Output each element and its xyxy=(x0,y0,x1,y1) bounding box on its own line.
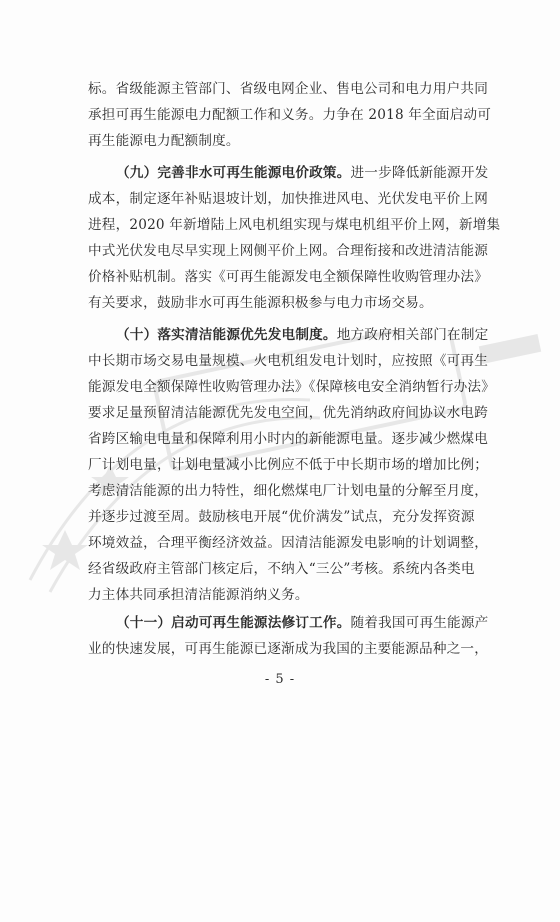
text-line: 再生能源电力配额制度。 xyxy=(88,133,240,149)
text-line: 进程，2020 年新增陆上风电机组实现与煤电机组平价上网，新增集 xyxy=(88,217,501,233)
text-line: 中长期市场交易电量规模、火电机组发电计划时，应按照《可再生 xyxy=(88,353,489,369)
page-number: - 5 - xyxy=(264,672,296,687)
text-line: 经省级政府主管部门核定后，不纳入“三公”考核。系统内各类电 xyxy=(88,561,475,577)
text-line: 环境效益，合理平衡经济效益。因清洁能源发电影响的计划调整， xyxy=(88,535,489,551)
text-line: 厂计划电量，计划电量减小比例应不低于中长期市场的增加比例； xyxy=(88,457,489,473)
text-line: 价格补贴机制。落实《可再生能源发电全额保障性收购管理办法》 xyxy=(88,269,489,285)
paragraph-ten xyxy=(88,322,496,608)
paragraph-continued xyxy=(88,76,492,154)
paragraph-heading: （十一）启动可再生能源法修订工作。 xyxy=(116,615,351,631)
text-line: 力主体共同承担清洁能源消纳义务。 xyxy=(88,587,309,603)
paragraph-first-line xyxy=(88,610,488,636)
paragraph-eleven xyxy=(88,610,488,662)
text-line: 要求足量预留清洁能源优先发电空间，优先消纳政府间协议水电跨 xyxy=(88,405,489,421)
text-line: 有关要求，鼓励非水可再生能源积极参与电力市场交易。 xyxy=(88,295,433,311)
text-line: 中式光伏发电尽早实现上网侧平价上网。合理衔接和改进清洁能源 xyxy=(88,243,489,259)
text-line: 标。省级能源主管部门、省级电网企业、售电公司和电力用户共同 xyxy=(88,81,489,97)
paragraph-heading: （十）落实清洁能源优先发电制度。 xyxy=(116,327,337,343)
text-line: 省跨区输电电量和保障利用小时内的新能源电量。逐步减少燃煤电 xyxy=(88,431,489,447)
paragraph-first-line xyxy=(88,160,488,186)
text-line: 考虑清洁能源的出力特性，细化燃煤电厂计划电量的分解至月度， xyxy=(88,483,489,499)
text-line: 承担可再生能源电力配额工作和义务。力争在 2018 年全面启动可 xyxy=(88,107,492,123)
paragraph-first-line xyxy=(88,322,488,348)
text-line: 并逐步过渡至周。鼓励核电开展“优价满发”试点，充分发挥资源 xyxy=(88,509,475,525)
text-line: 业的快速发展，可再生能源已逐渐成为我国的主要能源品种之一， xyxy=(88,641,489,657)
text-span: 地方政府相关部门在制定 xyxy=(336,327,489,343)
paragraph-heading: （九）完善非水可再生能源电价政策。 xyxy=(116,165,351,181)
text-line: 能源发电全额保障性收购管理办法》《保障核电安全消纳暂行办法》 xyxy=(88,379,496,395)
text-span: 随着我国可再生能源产 xyxy=(350,615,489,631)
text-line: 成本，制定逐年补贴退坡计划，加快推进风电、光伏发电平价上网 xyxy=(88,191,489,207)
paragraph-nine xyxy=(88,160,501,316)
text-span: 进一步降低新能源开发 xyxy=(350,165,489,181)
